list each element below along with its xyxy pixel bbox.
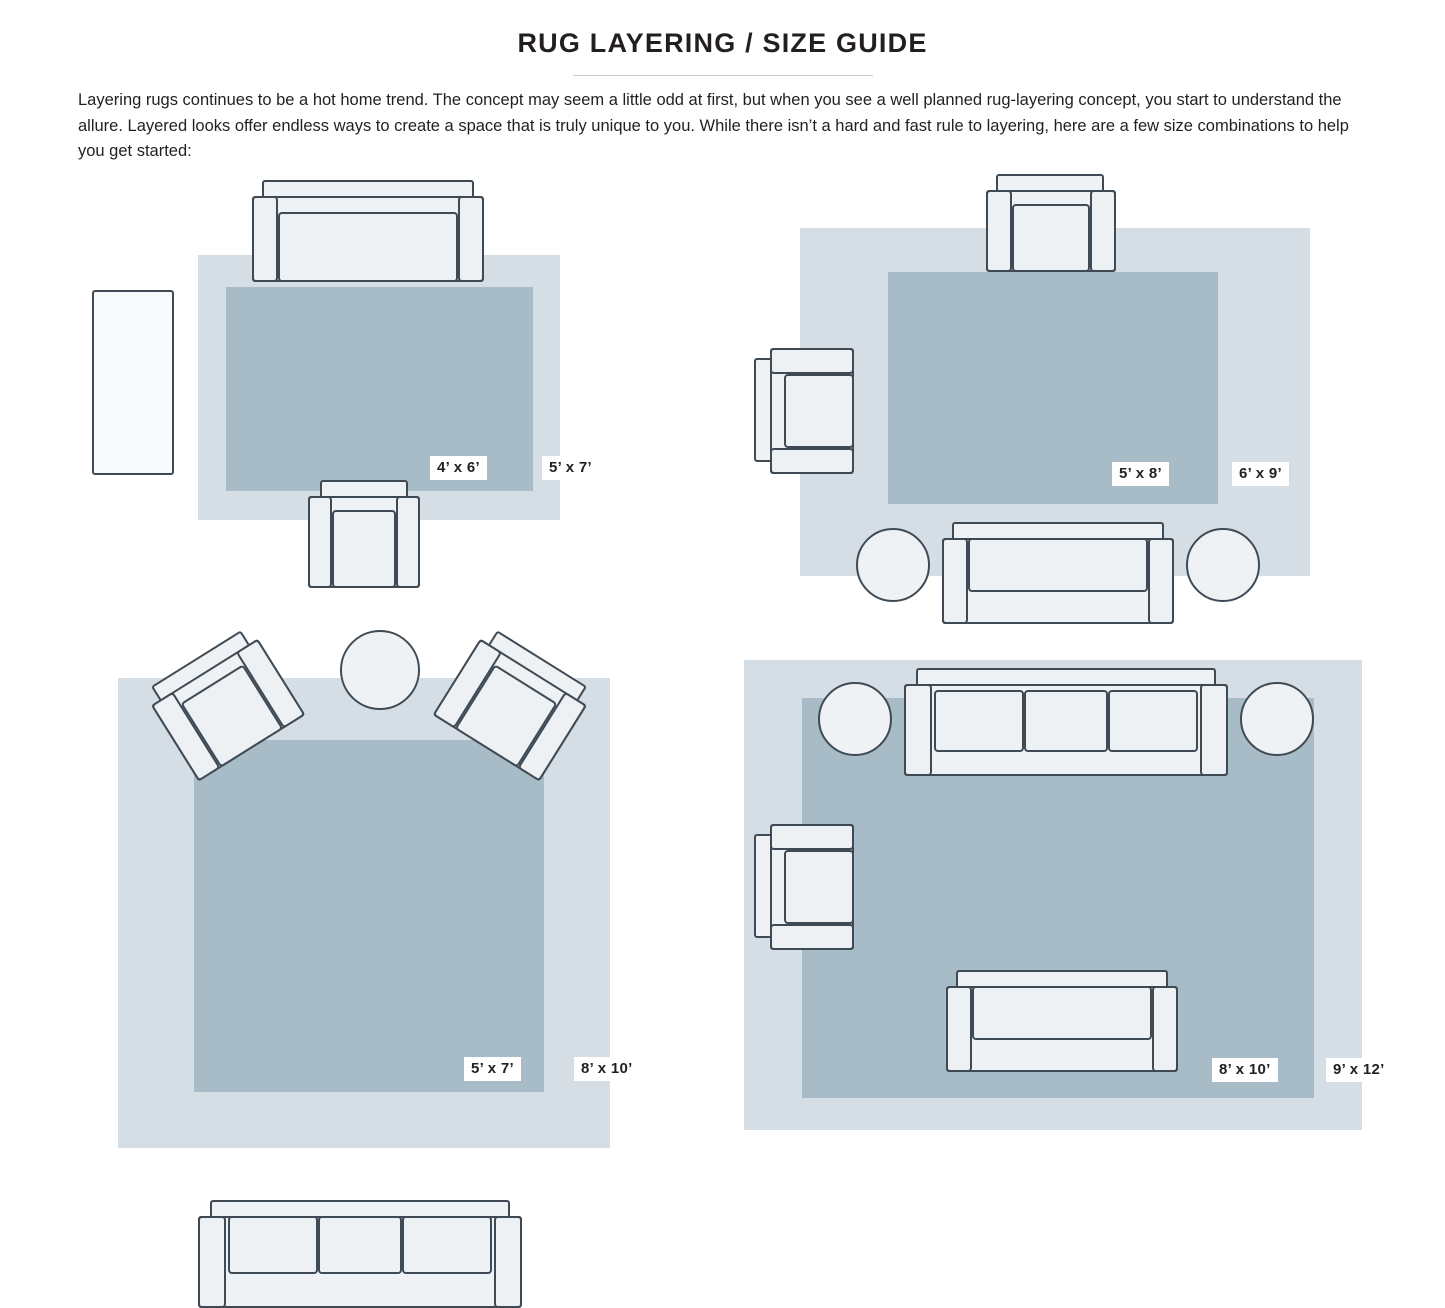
size-label-outer: 8’ x 10’ — [574, 1057, 640, 1081]
size-label-outer: 9’ x 12’ — [1326, 1058, 1392, 1082]
intro-paragraph: Layering rugs continues to be a hot home trend. The concept may seem a little odd at first, but when you see a well planned rug-layering concept, you start to understand the allure. Layered looks offer endless ways to create a space that is truly unique to you. While there isn’t a hard and fast rule to layering, here are a few size combinations to help you get started: — [78, 91, 1349, 161]
sofa-top-cushion-1 — [934, 690, 1024, 752]
sofa-bottom-arm-left — [942, 538, 968, 624]
armchair-left-arm-top — [770, 824, 854, 850]
diagram-top-right — [740, 160, 1380, 640]
sofa-seat — [278, 212, 458, 282]
side-table-left — [818, 682, 892, 756]
armchair-arm-right — [396, 496, 420, 588]
armchair-left-arm-bottom — [770, 924, 854, 950]
size-label-inner: 5’ x 8’ — [1112, 462, 1169, 486]
side-table-right — [1186, 528, 1260, 602]
sofa-top-cushion-3 — [1108, 690, 1198, 752]
armchair-left-arm-top — [770, 348, 854, 374]
armchair-top-seat — [1012, 204, 1090, 272]
sofa-bottom-seat — [972, 986, 1152, 1040]
page-title: RUG LAYERING / SIZE GUIDE — [517, 28, 928, 58]
sofa-top-arm-right — [1200, 684, 1228, 776]
round-table — [340, 630, 420, 710]
sofa-cushion-3 — [402, 1216, 492, 1274]
armchair-left-seat — [784, 850, 854, 924]
size-label-inner: 5’ x 7’ — [464, 1057, 521, 1081]
sofa-bottom-arm-right — [1148, 538, 1174, 624]
diagram-bottom-right — [740, 640, 1385, 1160]
sofa-cushion-2 — [318, 1216, 402, 1274]
size-label-inner: 4’ x 6’ — [430, 456, 487, 480]
side-table-right — [1240, 682, 1314, 756]
sofa-arm-left — [252, 196, 278, 282]
armchair-top-arm-left — [986, 190, 1012, 272]
title-divider — [573, 75, 873, 76]
armchair-left-seat — [784, 374, 854, 448]
diagram-bottom-left — [78, 640, 698, 1160]
sofa-bottom-arm-left — [946, 986, 972, 1072]
sofa-bottom-arm-left — [198, 1216, 226, 1308]
size-label-outer: 6’ x 9’ — [1232, 462, 1289, 486]
diagram-top-left — [78, 160, 698, 620]
sofa-top-arm-left — [904, 684, 932, 776]
rug-inner-5x7 — [194, 740, 544, 1092]
sofa-bottom-arm-right — [494, 1216, 522, 1308]
armchair-arm-left — [308, 496, 332, 588]
sofa-arm-right — [458, 196, 484, 282]
size-label-inner: 8’ x 10’ — [1212, 1058, 1278, 1082]
sofa-top-cushion-2 — [1024, 690, 1108, 752]
sofa-bottom-arm-right — [1152, 986, 1178, 1072]
diagram-grid — [0, 160, 1445, 1196]
console-table — [92, 290, 174, 475]
sofa-bottom-seat — [968, 538, 1148, 592]
side-table-left — [856, 528, 930, 602]
size-label-outer: 5’ x 7’ — [542, 456, 599, 480]
armchair-seat — [332, 510, 396, 588]
armchair-left-arm-bottom — [770, 448, 854, 474]
sofa-cushion-1 — [228, 1216, 318, 1274]
armchair-top-arm-right — [1090, 190, 1116, 272]
